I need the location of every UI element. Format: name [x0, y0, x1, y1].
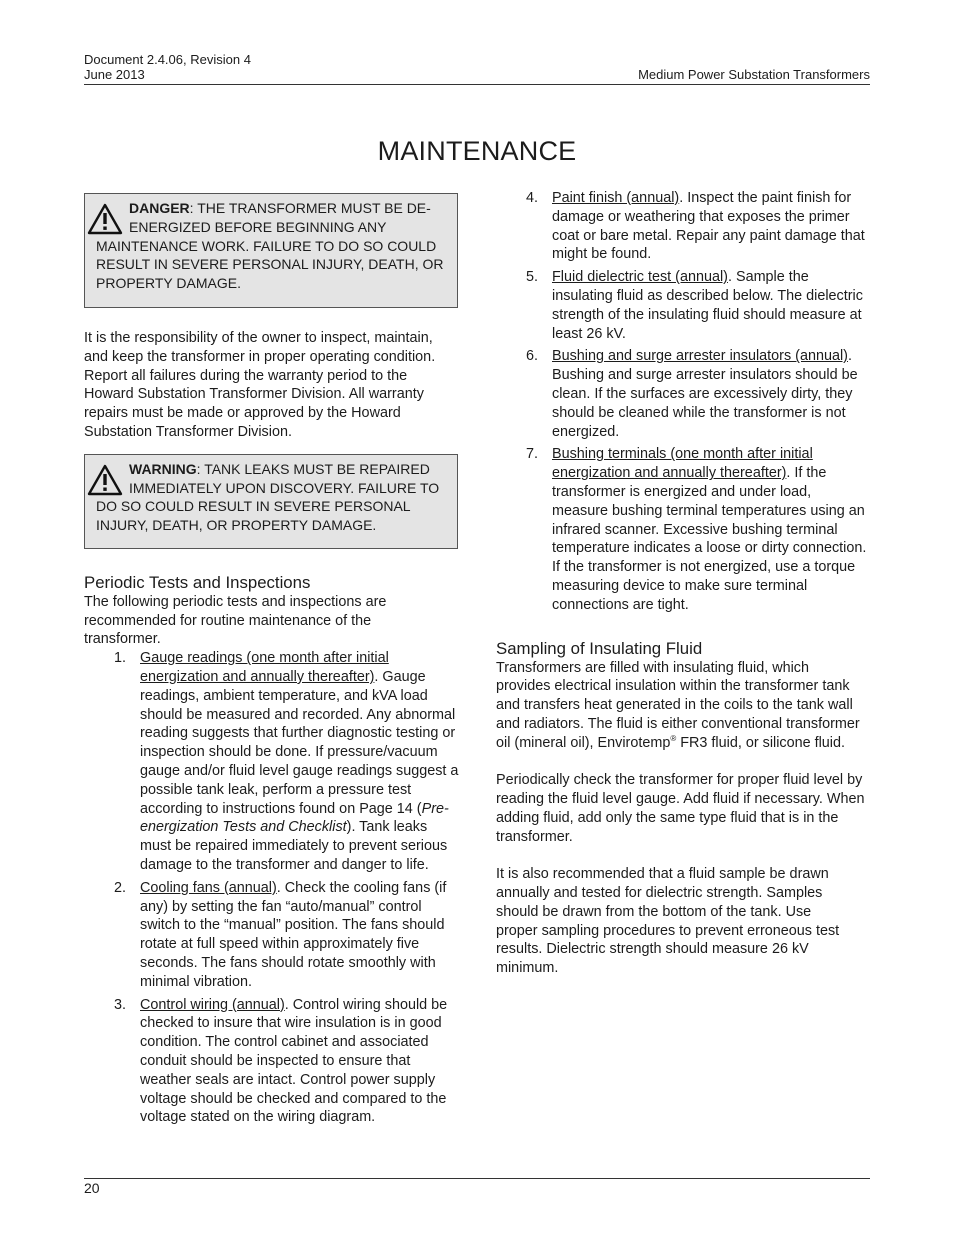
item-text: ). Tank leaks must be repaired immediately to prevent serious damage to the transformer and danger to life. [140, 819, 448, 873]
periodic-list-right [496, 189, 870, 615]
periodic-heading: Periodic Tests and Inspections [84, 572, 311, 592]
list-item [525, 445, 870, 614]
document-date: June 2013 [84, 67, 145, 82]
item-number: 2. [113, 879, 126, 896]
periodic-intro: The following periodic tests and inspections are recommended for routine maintenance of the transformer. [84, 593, 387, 648]
document-number: Document 2.4.06, Revision 4 [84, 52, 251, 67]
item-text: . Check the cooling fans (if any) by setting the fan “auto/manual” control switch to the “manual” position. The fans should rotate at full speed within approximately five seconds. The fans should rotate smoothly with minimal vibration. [140, 879, 447, 990]
sampling-paragraph-3: It is also recommended that a fluid sample be drawn annually and tested for dielectric strength. Samples should be drawn from the bottom of the tank. Use proper sampling procedures to prevent erroneous test results. Dielectric strength should measure 26 kV minimum. [496, 866, 840, 977]
right-column [496, 189, 870, 978]
item-number: 6. [525, 348, 538, 365]
footer-rule [84, 1178, 870, 1179]
page-header [84, 52, 870, 82]
sampling-paragraph-1 [496, 659, 862, 753]
item-text: . Sample the insulating fluid as described below. The dielectric strength of the insulating fluid should measure at least 26 kV. [552, 269, 863, 342]
warning-callout [84, 454, 458, 549]
item-title: Control wiring (annual) [140, 996, 285, 1013]
danger-text: : THE TRANSFORMER MUST BE DE-ENERGIZED BEFORE BEGINNING ANY MAINTENANCE WORK. FAILURE TO DO SO COULD RESULT IN SEVERE PERSONAL INJURY, DEATH, OR PROPERTY DAMAGE. [96, 200, 444, 292]
item-title: Paint finish (annual) [552, 190, 680, 206]
item-text: . Bushing and surge arrester insulators should be clean. If the surfaces are excessively dirty, they should be cleaned while the transformer is not energized. [552, 348, 858, 440]
registered-mark: ® [670, 733, 677, 743]
item-number: 4. [525, 190, 538, 206]
list-item [113, 996, 460, 1128]
warning-triangle-icon [87, 464, 123, 496]
warning-label: WARNING [129, 460, 197, 477]
intro-paragraph: It is the responsibility of the owner to inspect, maintain, and keep the transformer in proper operating condition. Report all failures during the warranty period to the Howard Substation Transformer Division. All warranty repairs must be made or approved by the Howard Substation Transformer Division. [84, 330, 436, 440]
sampling-paragraph-2: Periodically check the transformer for proper fluid level by reading the fluid level gauge. Add fluid if necessary. When adding fluid, add only the same type fluid that is in the transformer. [496, 772, 865, 845]
item-title: Fluid dielectric test (annual) [552, 269, 728, 286]
item-text: . Gauge readings, ambient temperature, and kVA load should be measured and recorded. Any abnormal reading suggests that further diagnostic testing or inspection should be done. If pressure/vacuum gauge and/or fluid level gauge readings suggest a possible tank leak, perform a pressure test according to instructions found on Page 14 ( [140, 668, 459, 817]
item-text: . If the transformer is energized and under load, measure bushing terminal temperatures using an infrared scanner. Excessive bushing terminal temperature indicates a loose or dirty connection. If the transformer is not energized, use a torque measuring device to make sure terminal connections are tight. [552, 465, 867, 613]
page-number: 20 [84, 1180, 100, 1196]
list-item [113, 879, 456, 992]
item-title: Cooling fans (annual) [140, 879, 277, 896]
page-title: MAINTENANCE [377, 136, 577, 167]
header-rule [84, 84, 870, 85]
warning-text: : TANK LEAKS MUST BE REPAIRED IMMEDIATELY UPON DISCOVERY. FAILURE TO DO SO COULD RESULT IN SEVERE PERSONAL INJURY, DEATH, OR PROPERTY DAMAGE. [96, 460, 440, 534]
item-title: Bushing terminals (one month after initial energization and annually thereafter) [552, 446, 813, 482]
document-title: Medium Power Substation Transformers [638, 67, 870, 82]
sampling-text: Transformers are filled with insulating fluid, which provides electrical insulation within the transformer tank and transfers heat generated in the coils to the tank wall and radiators. The fluid is either conventional transformer oil (mineral oil), Envirotemp [496, 659, 860, 751]
left-column [84, 193, 460, 1127]
item-number: 5. [525, 269, 538, 286]
item-title: Bushing and surge arrester insulators (annual) [552, 348, 848, 365]
periodic-list-left [84, 649, 460, 1127]
item-reference: Pre-energization Tests and Checklist [140, 800, 449, 836]
danger-label: DANGER [129, 200, 190, 216]
item-number: 1. [113, 650, 126, 667]
sampling-text: FR3 fluid, or silicone fluid. [676, 734, 846, 751]
item-number: 3. [113, 996, 126, 1013]
list-item [525, 268, 870, 343]
list-item [525, 347, 870, 441]
sampling-heading: Sampling of Insulating Fluid [496, 638, 703, 658]
list-item [525, 189, 870, 264]
item-text: . Inspect the paint finish for damage or weathering that exposes the primer coat or bare metal. Repair any paint damage that might be found. [552, 190, 865, 263]
warning-triangle-icon [87, 203, 123, 235]
item-text: . Control wiring should be checked to insure that wire insulation is in good condition. The control cabinet and associated conduit should be inspected to ensure that weather seals are intact. Control power supply voltage should be checked and compared to the voltage stated on the wiring diagram. [140, 996, 448, 1126]
danger-callout [84, 193, 458, 308]
list-item [113, 649, 460, 875]
item-title: Gauge readings (one month after initial energization and annually thereafter) [140, 650, 389, 685]
item-number: 7. [525, 446, 538, 463]
